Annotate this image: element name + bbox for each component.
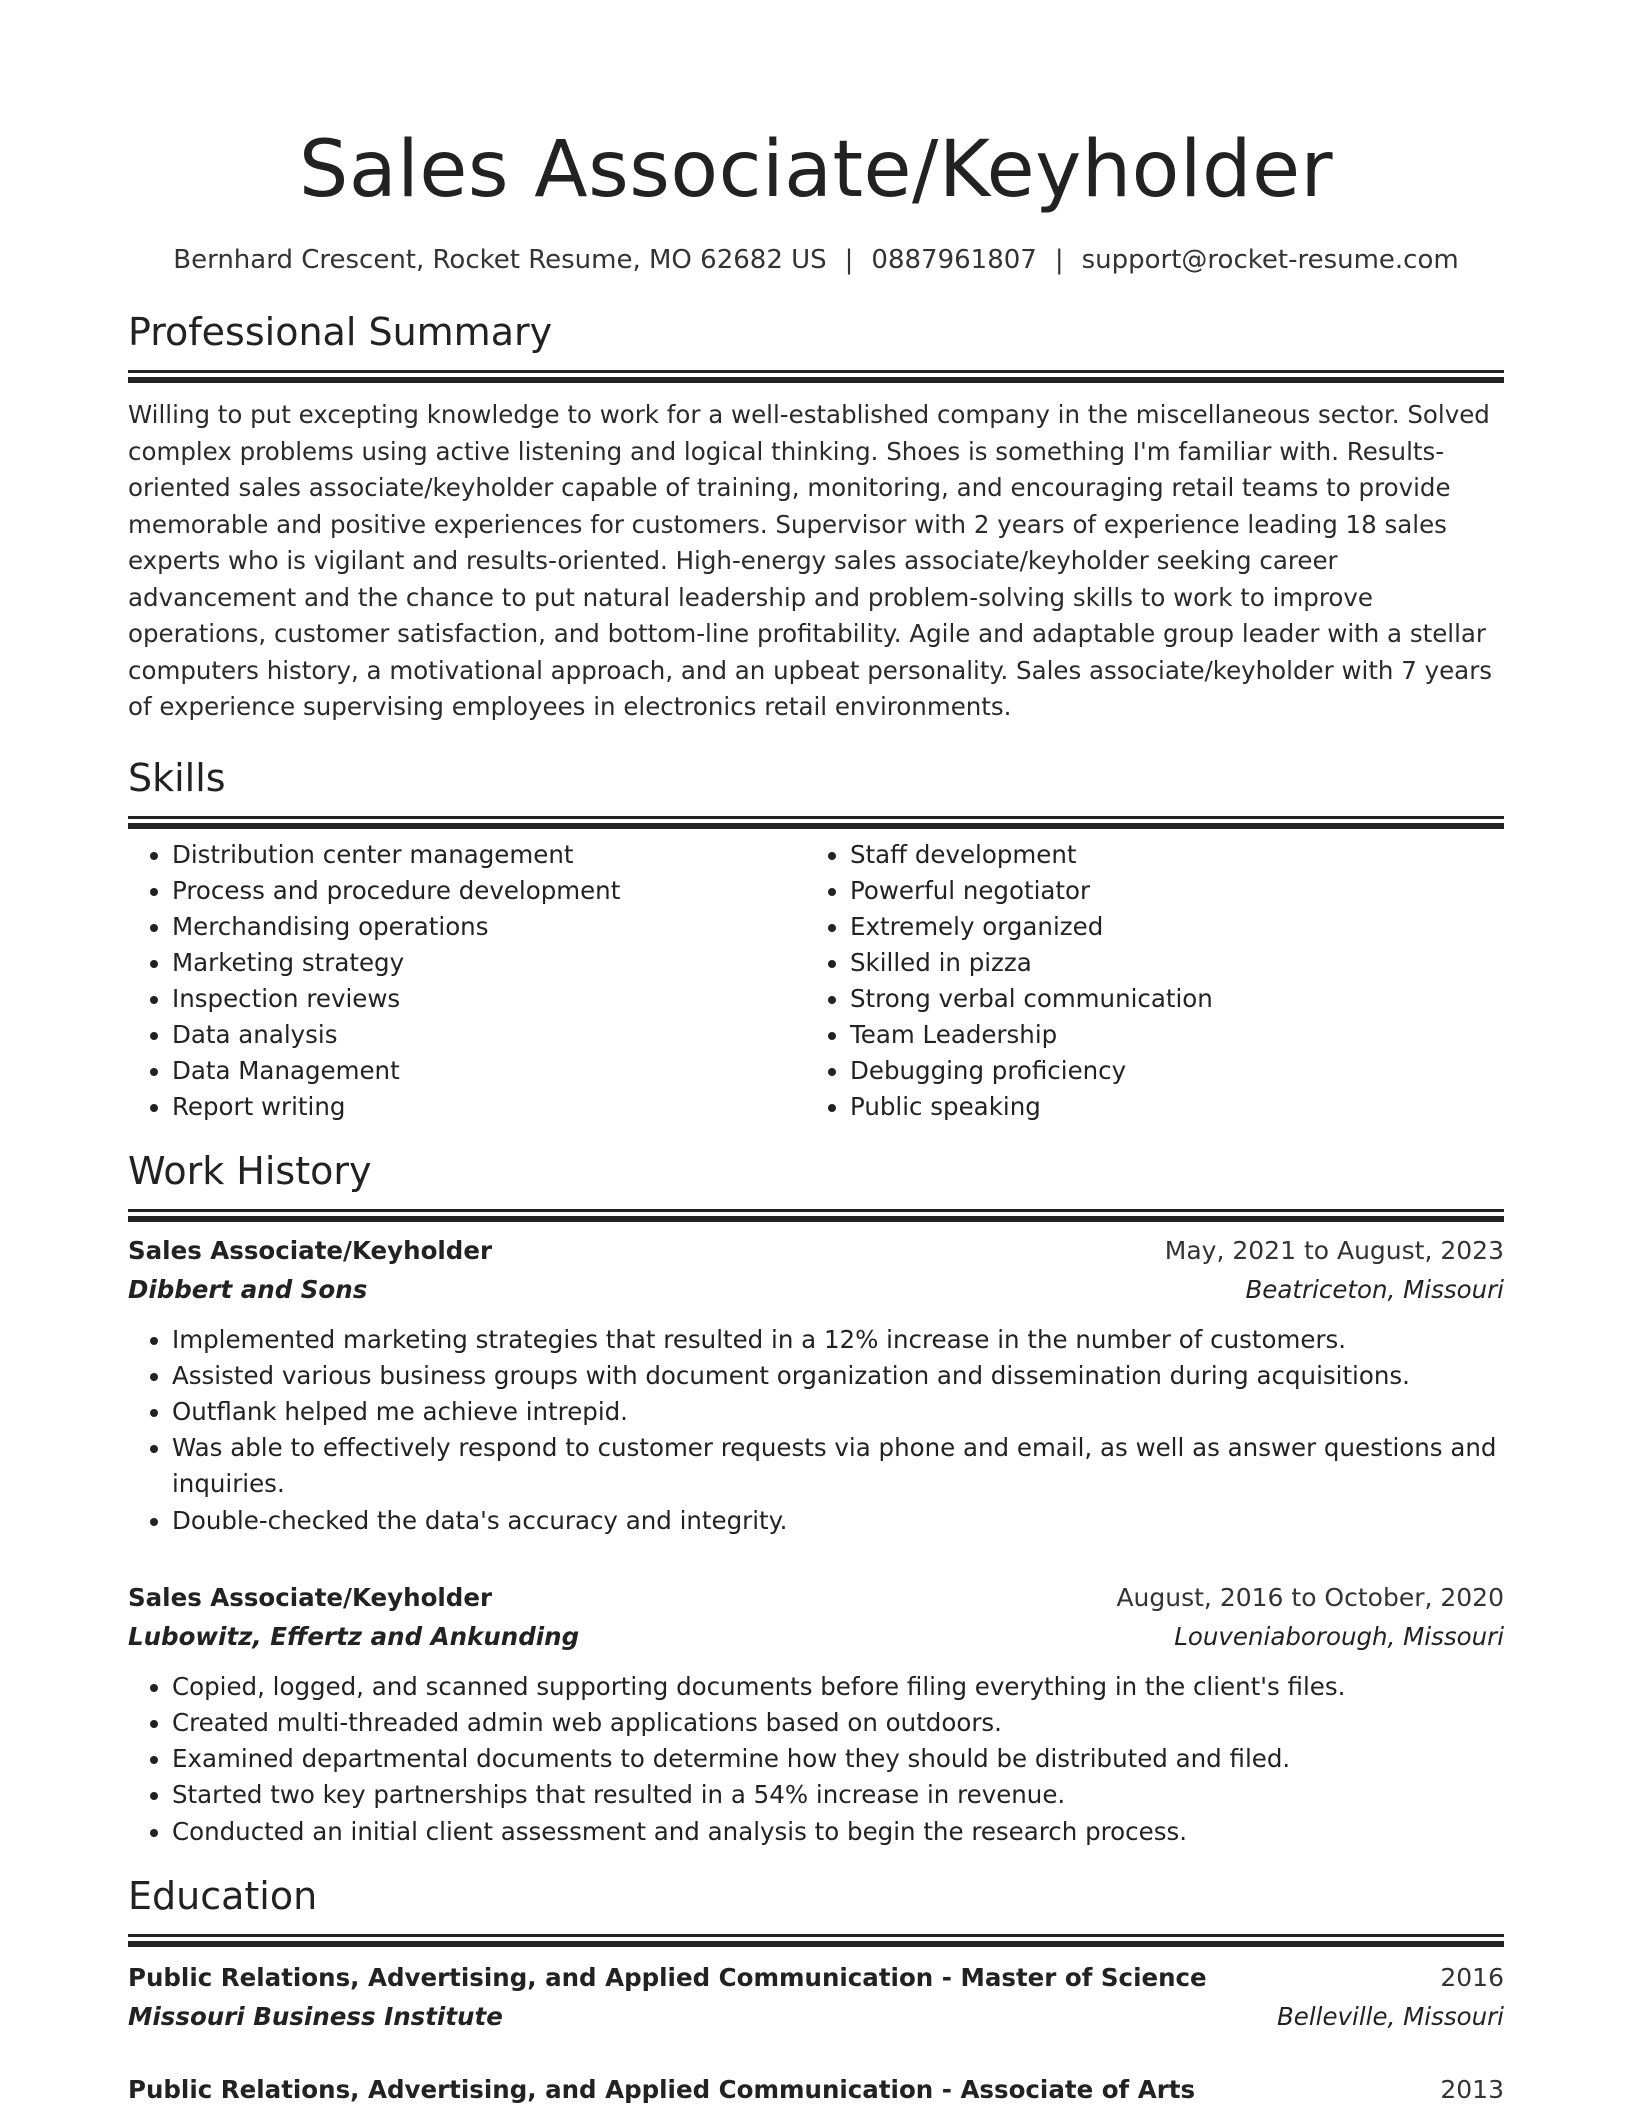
- skills-column-left: [128, 837, 806, 1125]
- degree-title: Public Relations, Advertising, and Applied Communication - Master of Science: [128, 1962, 1207, 1992]
- graduation-year: 2016: [1440, 1962, 1504, 1992]
- duty-item: • Was able to effectively respond to customer requests via phone and email, as well as answer questions and inquiries.: [172, 1430, 1504, 1502]
- resume-page: [128, 0, 1504, 2109]
- skill-item: • Data analysis: [172, 1017, 806, 1053]
- work-entry-subheader: [128, 1617, 1504, 1657]
- section-divider: [128, 816, 1504, 819]
- skill-item: • Data Management: [172, 1053, 806, 1089]
- work-entry-subheader: [128, 1270, 1504, 1310]
- skills-list: [128, 837, 1504, 1125]
- section-title-work-history: Work History: [128, 1148, 372, 1193]
- skill-item: • Strong verbal communication: [850, 981, 1484, 1017]
- skill-item: • Extremely organized: [850, 909, 1484, 945]
- skill-item: • Process and procedure development: [172, 873, 806, 909]
- education-entry-header: [128, 1959, 1504, 1997]
- duty-item: • Conducted an initial client assessment and analysis to begin the research process.: [172, 1814, 1504, 1850]
- job-title: Sales Associate/Keyholder: [128, 1235, 493, 1265]
- section-divider: [128, 1934, 1504, 1937]
- skills-column-right: [806, 837, 1484, 1125]
- duty-item: • Examined departmental documents to determine how they should be distributed and filed.: [172, 1741, 1504, 1777]
- school-location: Belleville, Missouri: [1276, 2001, 1504, 2031]
- work-entry-header: [128, 1232, 1504, 1270]
- graduation-year: 2013: [1440, 2074, 1504, 2104]
- section-divider: [128, 1209, 1504, 1212]
- company-name: Dibbert and Sons: [128, 1274, 368, 1304]
- duty-item: • Started two key partnerships that resulted in a 54% increase in revenue.: [172, 1777, 1504, 1813]
- job-location: Beatriceton, Missouri: [1245, 1274, 1504, 1304]
- resume-name-heading: Sales Associate/Keyholder: [298, 125, 1334, 215]
- job-duties: [128, 1669, 1504, 1850]
- education-entry: [128, 2071, 1504, 2109]
- work-entry: [128, 1232, 1504, 1539]
- contact-phone: 0887961807: [871, 245, 1037, 275]
- duty-item: • Outflank helped me achieve intrepid.: [172, 1394, 1504, 1430]
- company-name: Lubowitz, Effertz and Ankunding: [128, 1621, 580, 1651]
- skill-item: • Marketing strategy: [172, 945, 806, 981]
- contact-address: Bernhard Crescent, Rocket Resume, MO 62682 US: [173, 245, 827, 275]
- degree-title: Public Relations, Advertising, and Applied Communication - Associate of Arts: [128, 2074, 1196, 2104]
- job-location: Louveniaborough, Missouri: [1174, 1621, 1504, 1651]
- job-title: Sales Associate/Keyholder: [128, 1582, 493, 1612]
- contact-line: [128, 242, 1504, 278]
- skill-item: • Inspection reviews: [172, 981, 806, 1017]
- section-title-skills: Skills: [128, 755, 226, 800]
- summary-text: Willing to put excepting knowledge to work for a well-established company in the miscellaneous sector. Solved complex problems using active listening and logical thinking. Shoes is something I'm familiar with. Results-oriented sales associate/keyholder capable of training, monitoring, and encouraging retail teams to provide memorable and positive experiences for customers. Supervisor with 2 years of experience leading 18 sales experts who is vigilant and results-oriented. High-energy sales associate/keyholder seeking career advancement and the chance to put natural leadership and problem-solving skills to work to improve operations, customer satisfaction, and bottom-line profitability. Agile and adaptable group leader with a stellar computers history, a motivational approach, and an upbeat personality. Sales associate/keyholder with 7 years of experience supervising employees in electronics retail environments.: [128, 400, 1493, 721]
- duty-item: • Implemented marketing strategies that resulted in a 12% increase in the number of customers.: [172, 1322, 1504, 1358]
- skill-item: • Distribution center management: [172, 837, 806, 873]
- contact-separator: |: [844, 245, 854, 275]
- skill-item: • Staff development: [850, 837, 1484, 873]
- duty-item: • Created multi-threaded admin web applications based on outdoors.: [172, 1705, 1504, 1741]
- duty-item: • Assisted various business groups with document organization and dissemination during acquisitions.: [172, 1358, 1504, 1394]
- section-divider: [128, 370, 1504, 373]
- contact-separator: |: [1054, 245, 1064, 275]
- skill-item: • Debugging proficiency: [850, 1053, 1484, 1089]
- contact-email: support@rocket-resume.com: [1081, 245, 1459, 275]
- school-name: Missouri Business Institute: [128, 2001, 503, 2031]
- job-dates: August, 2016 to October, 2020: [1116, 1582, 1504, 1612]
- skill-item: • Report writing: [172, 1089, 806, 1125]
- job-duties: [128, 1322, 1504, 1539]
- duty-item: • Double-checked the data's accuracy and integrity.: [172, 1503, 1504, 1539]
- section-title-education: Education: [128, 1873, 318, 1918]
- skill-item: • Team Leadership: [850, 1017, 1484, 1053]
- skill-item: • Powerful negotiator: [850, 873, 1484, 909]
- job-dates: May, 2021 to August, 2023: [1164, 1235, 1504, 1265]
- duty-item: • Copied, logged, and scanned supporting documents before filing everything in the client's files.: [172, 1669, 1504, 1705]
- education-entry-header: [128, 2071, 1504, 2109]
- skill-item: • Skilled in pizza: [850, 945, 1484, 981]
- work-entry: [128, 1579, 1504, 1850]
- work-entry-header: [128, 1579, 1504, 1617]
- education-entry: [128, 1959, 1504, 2037]
- education-entry-subheader: [128, 1997, 1504, 2037]
- section-title-summary: Professional Summary: [128, 310, 553, 354]
- skill-item: • Merchandising operations: [172, 909, 806, 945]
- skill-item: • Public speaking: [850, 1089, 1484, 1125]
